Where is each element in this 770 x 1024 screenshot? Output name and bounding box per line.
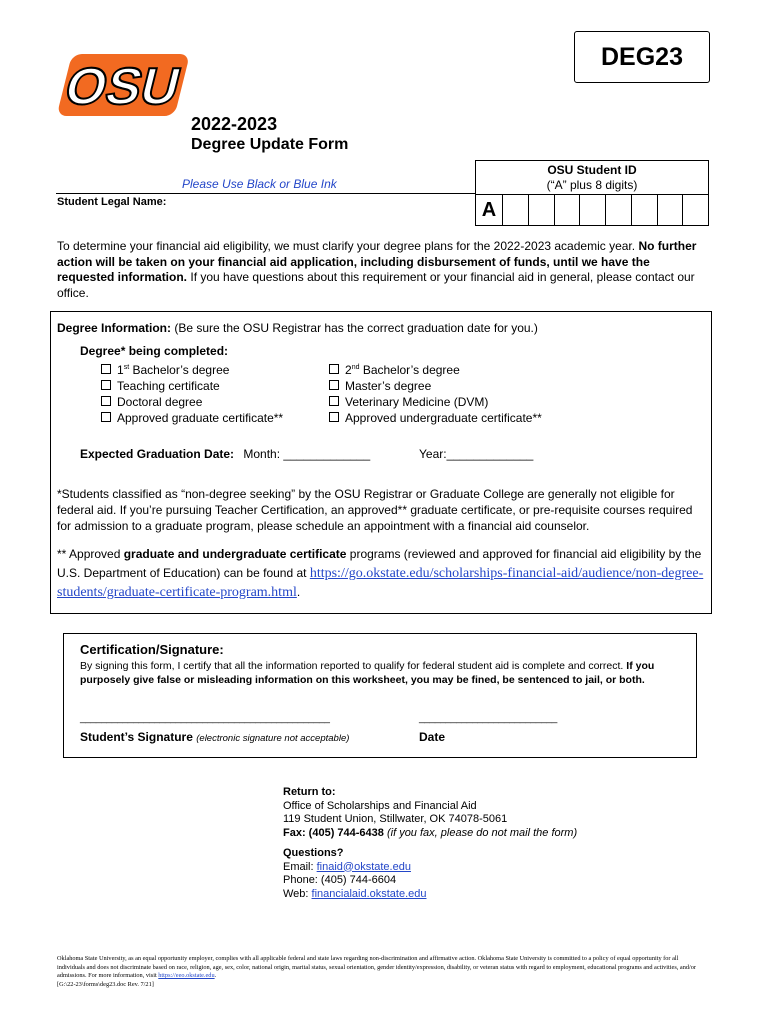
student-id-digit[interactable]: [606, 195, 632, 225]
option-masters-degree[interactable]: [329, 378, 542, 394]
checkbox[interactable]: [329, 380, 339, 390]
osu-logo: [58, 54, 190, 124]
grad-date-label: Expected Graduation Date:: [80, 447, 235, 461]
student-id-digit[interactable]: [632, 195, 658, 225]
date-line[interactable]: __________________________: [419, 713, 558, 724]
degree-options-right: [329, 360, 542, 426]
grad-month-field[interactable]: Month: _____________: [243, 447, 371, 461]
certificate-note-bold: graduate and undergraduate certificate: [123, 547, 347, 561]
option-approved-graduate-certificate[interactable]: [101, 410, 283, 426]
option-label: 1st Bachelor’s degree: [117, 363, 230, 377]
option-label: Master’s degree: [345, 379, 432, 393]
certification-text-plain: By signing this form, I certify that all the information reported to qualify for federal student aid is complete and correct.: [80, 660, 624, 672]
signature-label: Student’s Signature: [80, 730, 193, 744]
certificate-note-end: .: [296, 585, 301, 599]
degree-info-heading-row: [57, 321, 538, 335]
graduation-date-row: [80, 447, 370, 461]
option-approved-undergraduate-certificate[interactable]: [329, 410, 542, 426]
footer-text: Oklahoma State University, as an equal opportunity employer, complies with all applicable federal and state laws regarding non-discrimination and affirmative action. Oklahoma State University is committed to a policy of equal opportunity for all individuals and does not discriminate based on race, religion, age, sex, color, national origin, marital status, sexual orientation, gender identity/expression, disability, or veteran status with regard to employment, educational programs and activities, and/or admissions. For more information, visit: [57, 955, 697, 979]
email-label: Email:: [283, 860, 317, 873]
return-fax-note: (if you fax, please do not mail the form): [386, 826, 578, 839]
ink-note: Please Use Black or Blue Ink: [182, 177, 337, 191]
intro-text-2: If you have questions about this requirement or your financial aid in general, please contact our office.: [57, 270, 695, 300]
footer-eeo-link[interactable]: https://eeo.okstate.edu: [158, 972, 215, 979]
return-address: 119 Student Union, Stillwater, OK 74078-5061: [283, 813, 508, 825]
student-id-sub: (“A” plus 8 digits): [546, 178, 638, 192]
certification-text-bold: If you purposely give false or misleading information on this worksheet, you may be fined, be sentenced to jail, or both.: [80, 660, 655, 686]
return-fax: Fax: (405) 744-6438: [283, 826, 384, 839]
questions-phone: Phone: (405) 744-6604: [283, 874, 397, 886]
footer-end: .: [214, 972, 217, 979]
signature-label-row: [80, 730, 349, 744]
option-doctoral-degree[interactable]: [101, 394, 283, 410]
return-fax-row: [283, 827, 577, 841]
degree-info-heading: Degree Information:: [57, 321, 172, 335]
checkbox[interactable]: [101, 364, 111, 374]
student-id-digit[interactable]: [658, 195, 684, 225]
student-id-digit[interactable]: [683, 195, 708, 225]
legal-name-label: Student Legal Name:: [57, 196, 167, 208]
checkbox[interactable]: [101, 412, 111, 422]
certificate-program-link[interactable]: https://go.okstate.edu/scholarships-financial-aid/audience/non-degree-students/graduate-certificate-program.html: [57, 566, 704, 600]
date-label: Date: [419, 730, 446, 744]
student-id-digit[interactable]: [529, 195, 555, 225]
certificate-note-b: programs (reviewed and approved for financial aid eligibility by the U.S. Department of Education) can be found at: [57, 547, 702, 580]
questions-heading: Questions?: [283, 847, 344, 859]
option-label: Approved undergraduate certificate**: [345, 411, 542, 425]
form-year: 2022-2023: [191, 114, 278, 134]
student-id-label: OSU Student ID: [547, 163, 637, 177]
student-id-prefix: A: [476, 195, 503, 225]
option-veterinary-medicine[interactable]: [329, 394, 542, 410]
questions-email-row: [283, 861, 427, 875]
return-to-block: [283, 786, 577, 840]
option-label: Veterinary Medicine (DVM): [345, 395, 489, 409]
certification-heading: Certification/Signature:: [80, 642, 224, 657]
form-code-box: DEG23: [574, 31, 710, 83]
grad-year-field[interactable]: Year:_____________: [419, 447, 534, 461]
questions-block: [283, 847, 427, 901]
option-teaching-certificate[interactable]: [101, 378, 283, 394]
svg-text:OSU: OSU: [59, 57, 187, 116]
intro-paragraph: [57, 239, 707, 301]
checkbox[interactable]: [101, 380, 111, 390]
checkbox[interactable]: [329, 412, 339, 422]
footer-eeo: [57, 955, 707, 989]
degree-completed-label: Degree* being completed:: [80, 344, 229, 358]
student-id-digit[interactable]: [555, 195, 581, 225]
return-office: Office of Scholarships and Financial Aid: [283, 799, 477, 812]
checkbox[interactable]: [329, 396, 339, 406]
signature-note: (electronic signature not acceptable): [196, 733, 350, 744]
degree-info-note: (Be sure the OSU Registrar has the correct graduation date for you.): [174, 321, 538, 335]
intro-text-1: To determine your financial aid eligibility, we must clarify your degree plans for the 2022-2023 academic year.: [57, 239, 636, 253]
non-degree-note: *Students classified as “non-degree seeking” by the OSU Registrar or Graduate College are generally not eligible for federal aid. If you’re pursuing Teacher Certification, an approved** graduate certificate, or pre-requisite courses required for admission to a graduate program, please schedule an appointment with a financial aid counselor.: [57, 487, 693, 533]
degree-options-left: [101, 360, 283, 426]
email-link[interactable]: finaid@okstate.edu: [316, 860, 411, 873]
student-id-header: [475, 160, 709, 195]
option-label: 2nd Bachelor’s degree: [345, 363, 460, 377]
option-2nd-bachelors[interactable]: [329, 360, 542, 378]
signature-line[interactable]: _______________________________________________: [80, 713, 330, 724]
certificate-note-a: ** Approved: [57, 547, 124, 561]
option-label: Doctoral degree: [117, 395, 203, 409]
option-label: Approved graduate certificate**: [117, 411, 284, 425]
web-label: Web:: [283, 887, 312, 900]
checkbox[interactable]: [101, 396, 111, 406]
option-label: Teaching certificate: [117, 379, 220, 393]
option-1st-bachelors[interactable]: [101, 360, 283, 378]
intro-bold: No further action will be taken on your financial aid application, including disbursement of funds, until we have the requested information.: [57, 239, 697, 284]
student-id-field[interactable]: [475, 194, 709, 226]
certification-text: [80, 660, 684, 687]
footer-file-ref: [G:\22-23\forms\deg23.doc Rev. 7/21]: [57, 980, 154, 988]
student-id-digit[interactable]: [503, 195, 529, 225]
student-id-digit[interactable]: [580, 195, 606, 225]
checkbox[interactable]: [329, 364, 339, 374]
certificate-note: [57, 545, 707, 602]
page-title: Degree Update Form: [191, 136, 349, 153]
questions-web-row: [283, 888, 427, 902]
return-to-heading: Return to:: [283, 786, 336, 798]
web-link[interactable]: financialaid.okstate.edu: [311, 887, 427, 900]
